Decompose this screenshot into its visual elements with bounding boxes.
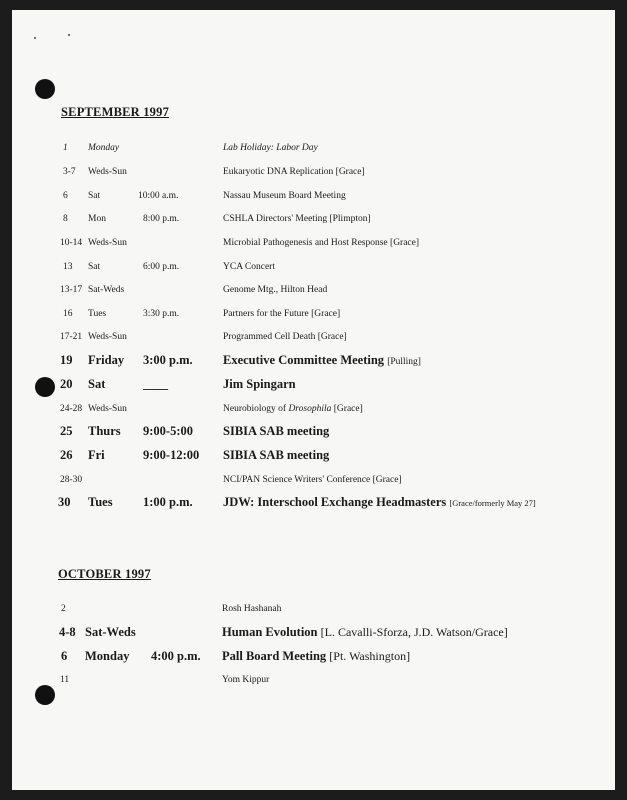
row-note: [Grace/formerly May 27]	[449, 498, 536, 508]
row-date: 20	[60, 377, 73, 391]
row-date: 17-21	[60, 332, 83, 342]
row-time: 6:00 p.m.	[143, 262, 180, 272]
row-event: SIBIA SAB meeting	[223, 448, 330, 462]
row-note: [Pulling]	[387, 357, 421, 367]
row-date: 1	[63, 143, 68, 153]
document-page	[12, 10, 615, 790]
row-event: JDW: Interschool Exchange Headmasters [Grace/formerly May 27]	[223, 495, 536, 509]
row-event: Rosh Hashanah	[222, 604, 282, 614]
row-time: 10:00 a.m.	[138, 191, 179, 201]
october-heading: OCTOBER 1997	[58, 567, 151, 581]
row-event: CSHLA Directors' Meeting [Plimpton]	[223, 214, 371, 224]
row-date: 11	[60, 675, 70, 685]
row-note: [Grace]	[390, 238, 420, 248]
row-event: Pall Board Meeting [Pt. Washington]	[222, 649, 411, 663]
row-time: 9:00-12:00	[143, 448, 200, 462]
row-event: Neurobiology of Drosophila [Grace]	[223, 404, 363, 414]
punch-hole-icon	[35, 79, 55, 99]
row-day: Sat-Weds	[85, 625, 136, 639]
row-day: Weds-Sun	[88, 404, 127, 414]
row-day: Sat-Weds	[88, 285, 125, 295]
row-day: Monday	[85, 649, 130, 663]
punch-hole-icon	[35, 685, 55, 705]
row-note: [Grace]	[372, 475, 402, 485]
row-day: Weds-Sun	[88, 167, 127, 177]
row-time: 3:30 p.m.	[143, 309, 180, 319]
september-heading: SEPTEMBER 1997	[61, 105, 170, 119]
row-date: 6	[61, 649, 68, 663]
speck-mark	[68, 34, 70, 36]
row-date: 28-30	[60, 475, 83, 485]
row-date: 30	[58, 495, 71, 509]
row-day: Weds-Sun	[88, 332, 127, 342]
row-note: [Grace]	[311, 309, 341, 319]
row-date: 6	[63, 191, 68, 201]
row-event: Eukaryotic DNA Replication [Grace]	[223, 167, 365, 177]
row-date: 13-17	[60, 285, 83, 295]
row-time: 1:00 p.m.	[143, 495, 193, 509]
row-event: Nassau Museum Board Meeting	[223, 191, 346, 201]
row-date: 19	[60, 353, 73, 367]
row-date: 2	[61, 604, 66, 614]
row-date: 13	[63, 262, 73, 272]
row-event: Human Evolution [L. Cavalli-Sforza, J.D. Watson/Grace]	[222, 625, 508, 639]
row-day: Sat	[88, 262, 101, 272]
row-event: SIBIA SAB meeting	[223, 424, 330, 438]
row-day: Monday	[88, 143, 120, 153]
speck-mark	[34, 37, 36, 39]
row-date: 10-14	[60, 238, 83, 248]
row-date: 24-28	[60, 404, 83, 414]
row-day: Fri	[88, 448, 105, 462]
punch-hole-icon	[35, 377, 55, 397]
row-time: 8:00 p.m.	[143, 214, 180, 224]
row-date: 4-8	[59, 625, 76, 639]
row-day: Mon	[88, 214, 106, 224]
row-time: 4:00 p.m.	[151, 649, 201, 663]
row-note: [Grace]	[333, 404, 363, 414]
row-day: Friday	[88, 353, 125, 367]
row-time: ____	[143, 377, 168, 391]
row-note: [Plimpton]	[329, 214, 371, 224]
row-note: [Grace]	[317, 332, 347, 342]
row-event: Microbial Pathogenesis and Host Response [Grace]	[223, 238, 420, 248]
row-event: YCA Concert	[223, 262, 275, 272]
row-event: Yom Kippur	[222, 675, 270, 685]
row-time: 9:00-5:00	[143, 424, 193, 438]
row-event: Partners for the Future [Grace]	[223, 309, 341, 319]
row-event: Programmed Cell Death [Grace]	[223, 332, 347, 342]
row-event: Jim Spingarn	[223, 377, 296, 391]
row-note: [Grace]	[335, 167, 365, 177]
row-event: NCI/PAN Science Writers' Conference [Grace]	[223, 475, 402, 485]
row-date: 25	[60, 424, 73, 438]
row-day: Weds-Sun	[88, 238, 127, 248]
row-day: Tues	[88, 495, 113, 509]
row-date: 26	[60, 448, 73, 462]
row-day: Sat	[88, 377, 106, 391]
row-day: Thurs	[88, 424, 121, 438]
row-note: [L. Cavalli-Sforza, J.D. Watson/Grace]	[320, 625, 508, 639]
row-time: 3:00 p.m.	[143, 353, 193, 367]
row-date: 3-7	[63, 167, 76, 177]
row-event: Executive Committee Meeting [Pulling]	[223, 353, 421, 367]
row-event: Genome Mtg., Hilton Head	[223, 285, 328, 295]
row-day: Tues	[88, 309, 107, 319]
row-event: Lab Holiday: Labor Day	[223, 143, 318, 153]
row-day: Sat	[88, 191, 101, 201]
row-note: [Pt. Washington]	[329, 649, 411, 663]
row-date: 8	[63, 214, 68, 224]
row-date: 16	[63, 309, 73, 319]
